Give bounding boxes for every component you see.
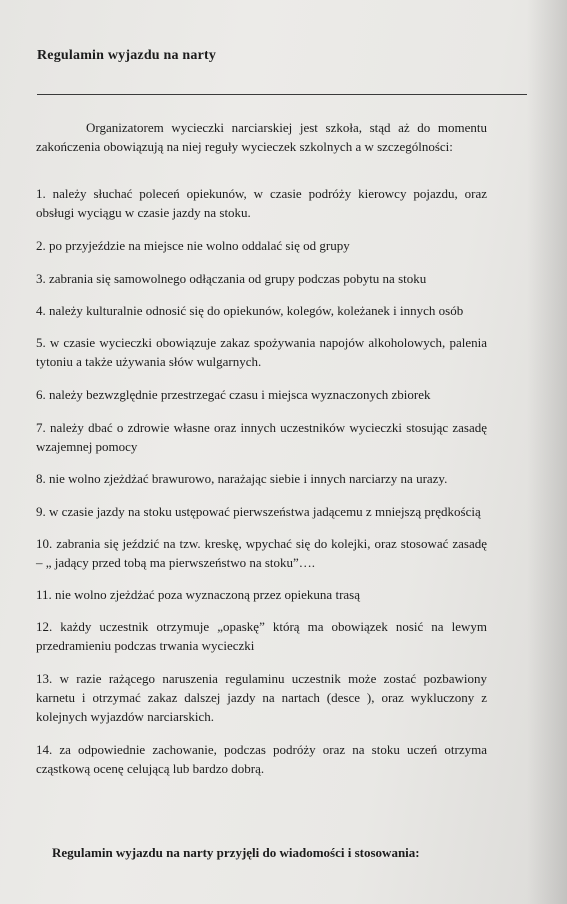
- title-divider: [37, 94, 527, 95]
- intro-text: Organizatorem wycieczki narciarskiej jest szkoła, stąd aż do momentu zakończenia obowiązują na niej reguły wycieczek szkolnych a w szczególności:: [36, 120, 487, 154]
- intro-paragraph: [36, 118, 487, 156]
- rule-item-1: 1. należy słuchać poleceń opiekunów, w czasie podróży kierowcy pojazdu, oraz obsługi wyciągu w czasie jazdy na stoku.: [36, 186, 487, 220]
- rule-item-14: 14. za odpowiednie zachowanie, podczas podróży oraz na stoku uczeń otrzyma cząstkową ocenę celującą lub bardzo dobrą.: [36, 742, 487, 776]
- rule-item-5: 5. w czasie wycieczki obowiązuje zakaz spożywania napojów alkoholowych, palenia tytoniu a także używania słów wulgarnych.: [36, 335, 487, 369]
- page-shadow: [527, 0, 567, 904]
- rules-list: [36, 184, 487, 778]
- rule-item-13: 13. w razie rażącego naruszenia regulaminu uczestnik może zostać pozbawiony karnetu i otrzymać zakaz dalszej jazdy na nartach (desce ), oraz wykluczony z kolejnych wyjazdów narciarskich.: [36, 671, 487, 724]
- document-title: Regulamin wyjazdu na narty: [37, 48, 217, 63]
- rule-item-8: 8. nie wolno zjeżdżać brawurowo, narażając siebie i innych narciarzy na urazy.: [36, 471, 448, 486]
- rule-item-7: 7. należy dbać o zdrowie własne oraz innych uczestników wycieczki stosując zasadę wzajemnej pomocy: [36, 420, 487, 454]
- rule-item-2: 2. po przyjeździe na miejsce nie wolno oddalać się od grupy: [36, 238, 350, 253]
- rule-item-12: 12. każdy uczestnik otrzymuje „opaskę” którą ma obowiązek nosić na lewym przedramieniu podczas trwania wycieczki: [36, 619, 487, 653]
- rule-item-9: 9. w czasie jazdy na stoku ustępować pierwszeństwa jadącemu z mniejszą prędkością: [36, 504, 481, 519]
- acknowledgement-heading: Regulamin wyjazdu na narty przyjęli do wiadomości i stosowania:: [52, 845, 420, 860]
- rule-item-10: 10. zabrania się jeździć na tzw. kreskę, wpychać się do kolejki, oraz stosować zasadę – „ jadący przed tobą ma pierwszeństwo na stoku”….: [36, 536, 487, 570]
- rule-item-3: 3. zabrania się samowolnego odłączania od grupy podczas pobytu na stoku: [36, 271, 427, 286]
- rule-item-11: 11. nie wolno zjeżdżać poza wyznaczoną przez opiekuna trasą: [36, 587, 360, 602]
- rule-item-4: 4. należy kulturalnie odnosić się do opiekunów, kolegów, koleżanek i innych osób: [36, 303, 464, 318]
- rule-item-6: 6. należy bezwzględnie przestrzegać czasu i miejsca wyznaczonych zbiorek: [36, 387, 431, 402]
